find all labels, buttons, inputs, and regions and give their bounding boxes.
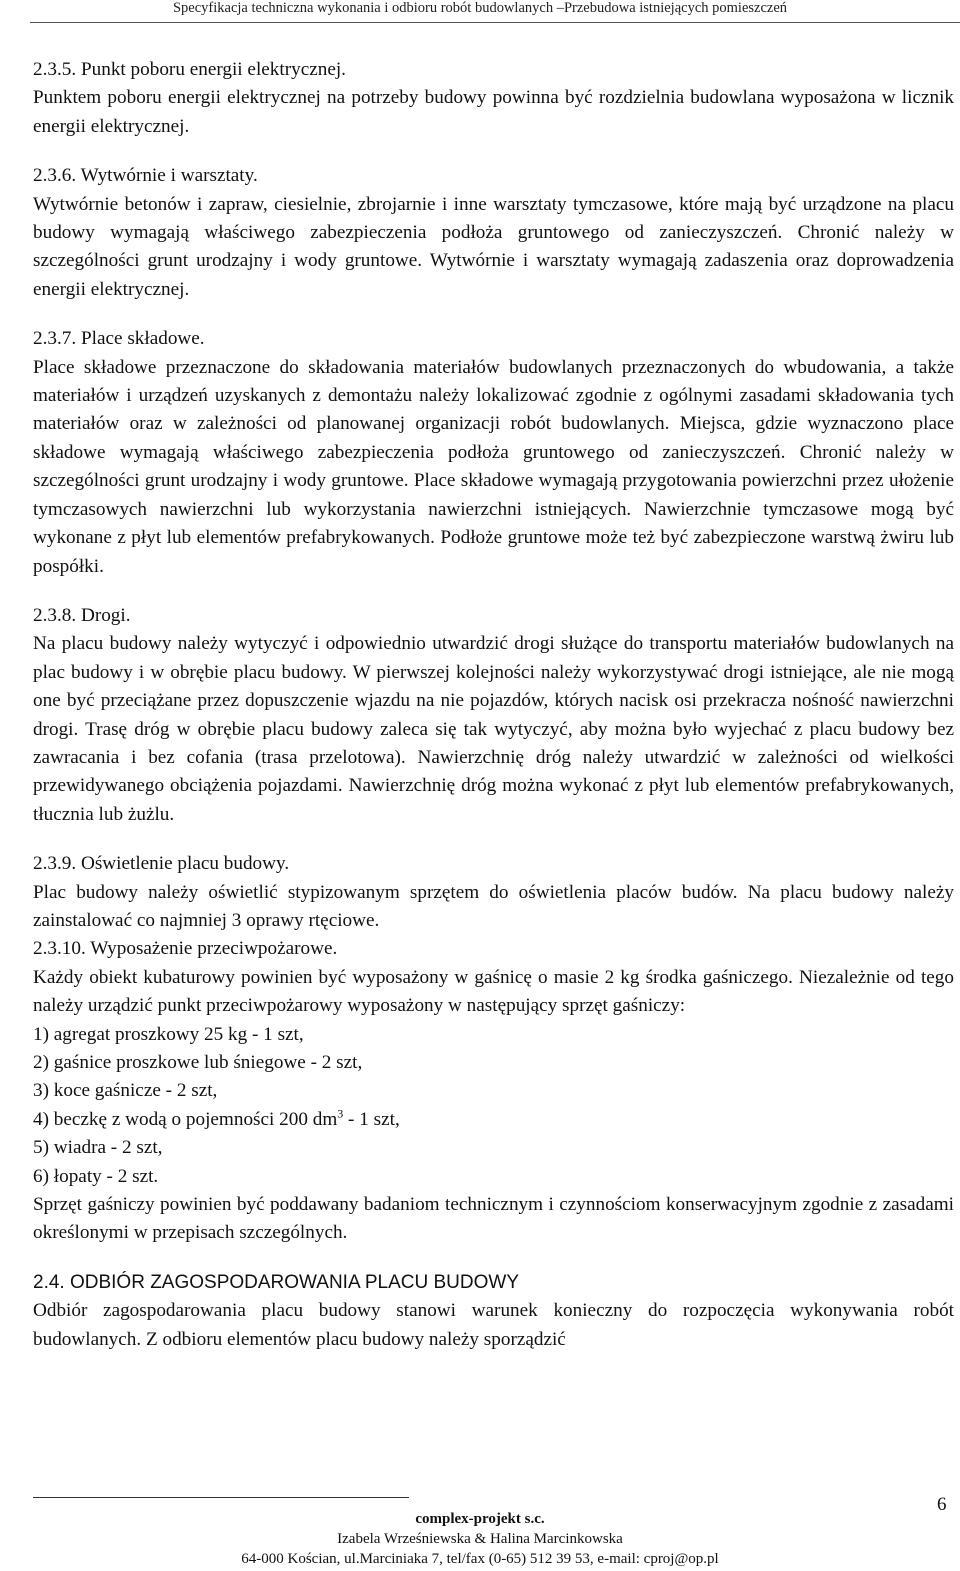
section-2-3-5-body: Punktem poboru energii elektrycznej na potrzeby budowy powinna być rozdzielnia budowlana wyposażona w licznik energii elektrycznej. bbox=[33, 87, 954, 137]
section-2-3-10-closing: Sprzęt gaśniczy powinien być poddawany badaniom technicznym i czynnościom konserwacyjnym zgodnie z zasadami określonymi w przepisach szczególnych. bbox=[33, 1194, 954, 1244]
superscript: 3 bbox=[337, 1106, 344, 1121]
list-item-text: - 1 szt, bbox=[343, 1108, 400, 1130]
list-item: 2) gaśnice proszkowe lub śniegowe - 2 szt, bbox=[33, 1052, 363, 1073]
document-body bbox=[33, 56, 954, 1354]
section-2-3-6-body: Wytwórnie betonów i zapraw, ciesielnie, zbrojarnie i inne warsztaty tymczasowe, które mają być urządzone na placu budowy wymagają właściwego zabezpieczenia podłoża gruntowego od zanieczyszczeń. Chronić należy w szczególności grunt urodzajny i wody gruntowe. Wytwórnie i warsztaty wymagają zadaszenia oraz doprowadzenia energii elektrycznej. bbox=[33, 193, 954, 300]
fire-equipment-list bbox=[33, 1021, 954, 1191]
list-item-text: 4) beczkę z wodą o pojemności 200 dm bbox=[33, 1108, 338, 1130]
footer-address: 64-000 Kościan, ul.Marciniaka 7, tel/fax (0-65) 512 39 53, e-mail: cproj@op.pl bbox=[241, 1551, 719, 1567]
list-item bbox=[33, 1106, 954, 1134]
footer-company: complex-projekt s.c. bbox=[415, 1511, 545, 1527]
section-2-3-10-intro: Każdy obiekt kubaturowy powinien być wyposażony w gaśnicę o masie 2 kg środka gaśniczego. Niezależnie od tego należy urządzić punkt przeciwpożarowy wyposażony w następujący sprzęt gaśniczy: bbox=[33, 966, 954, 1017]
section-2-3-9-body: Plac budowy należy oświetlić stypizowanym sprzętem do oświetlenia placów budów. Na placu budowy należy zainstalować co najmniej 3 oprawy rtęciowe. bbox=[33, 881, 954, 931]
footer bbox=[0, 1509, 960, 1569]
section-2-3-6-title: 2.3.6. Wytwórnie i warsztaty. bbox=[33, 165, 258, 187]
section-2-4-title: 2.4. ODBIÓR ZAGOSPODAROWANIA PLACU BUDOWY bbox=[33, 1271, 519, 1293]
list-item: 6) łopaty - 2 szt. bbox=[33, 1165, 159, 1187]
page-number: 6 bbox=[937, 1494, 947, 1515]
list-item: 3) koce gaśnicze - 2 szt, bbox=[33, 1080, 218, 1102]
footer-people: Izabela Wrześniewska & Halina Marcinkowska bbox=[337, 1531, 623, 1547]
section-2-3-8-body: Na placu budowy należy wytyczyć i odpowiednio utwardzić drogi służące do transportu materiałów budowlanych na plac budowy i w obrębie placu budowy. W pierwszej kolejności należy wykorzystywać drogi istniejące, ale nie mogą one być przeciążane przez dopuszczenie wjazdu na nie pojazdów, których nacisk osi przekracza nośność nawierzchni drogi. Trasę dróg w obrębie placu budowy zaleca się tak wytyczyć, aby można było wyjechać z placu budowy bez zawracania i bez cofania (trasa przelotowa). Nawierzchnię dróg należy utwardzić w zależności od wielkości przewidywanego obciążenia pojazdami. Nawierzchnię dróg można wykonać z płyt lub elementów prefabrykowanych, tłucznia lub żużlu. bbox=[33, 633, 954, 825]
header-divider bbox=[30, 22, 960, 23]
section-2-4-body: Odbiór zagospodarowania placu budowy stanowi warunek konieczny do rozpoczęcia wykonywania robót budowlanych. Z odbioru elementów placu budowy należy sporządzić bbox=[33, 1300, 954, 1350]
section-2-3-7-body: Place składowe przeznaczone do składowania materiałów budowlanych przeznaczonych do wbudowania, a także materiałów i urządzeń uzyskanych z demontażu należy lokalizować zgodnie z ogólnymi zasadami składowania tych materiałów oraz w zależności od planowanej organizacji robót budowlanych. Miejsca, gdzie wyznaczono place składowe wymagają właściwego zabezpieczenia podłoża gruntowego od zanieczyszczeń. Chronić należy w szczególności grunt urodzajny i wody gruntowe. Place składowe wymagają przygotowania powierzchni przez ułożenie tymczasowych nawierzchni lub wykorzystania nawierzchni istniejących. Nawierzchnie tymczasowe mogą być wykonane z płyt lub elementów prefabrykowanych. Podłoże gruntowe może też być zabezpieczone warstwą żwiru lub pospółki. bbox=[33, 356, 954, 577]
list-item: 1) agregat proszkowy 25 kg - 1 szt, bbox=[33, 1023, 304, 1045]
list-item: 5) wiadra - 2 szt, bbox=[33, 1137, 163, 1159]
section-2-3-7-title: 2.3.7. Place składowe. bbox=[33, 328, 205, 350]
section-2-3-10-title: 2.3.10. Wyposażenie przeciwpożarowe. bbox=[33, 938, 338, 960]
section-2-3-9-title: 2.3.9. Oświetlenie placu budowy. bbox=[33, 853, 290, 875]
footer-divider bbox=[33, 1497, 409, 1498]
section-2-3-8-title: 2.3.8. Drogi. bbox=[33, 604, 131, 626]
section-2-3-5-title: 2.3.5. Punkt poboru energii elektrycznej. bbox=[33, 59, 346, 80]
running-header: Specyfikacja techniczna wykonania i odbioru robót budowlanych –Przebudowa istniejących pomieszczeń bbox=[172, 0, 788, 16]
